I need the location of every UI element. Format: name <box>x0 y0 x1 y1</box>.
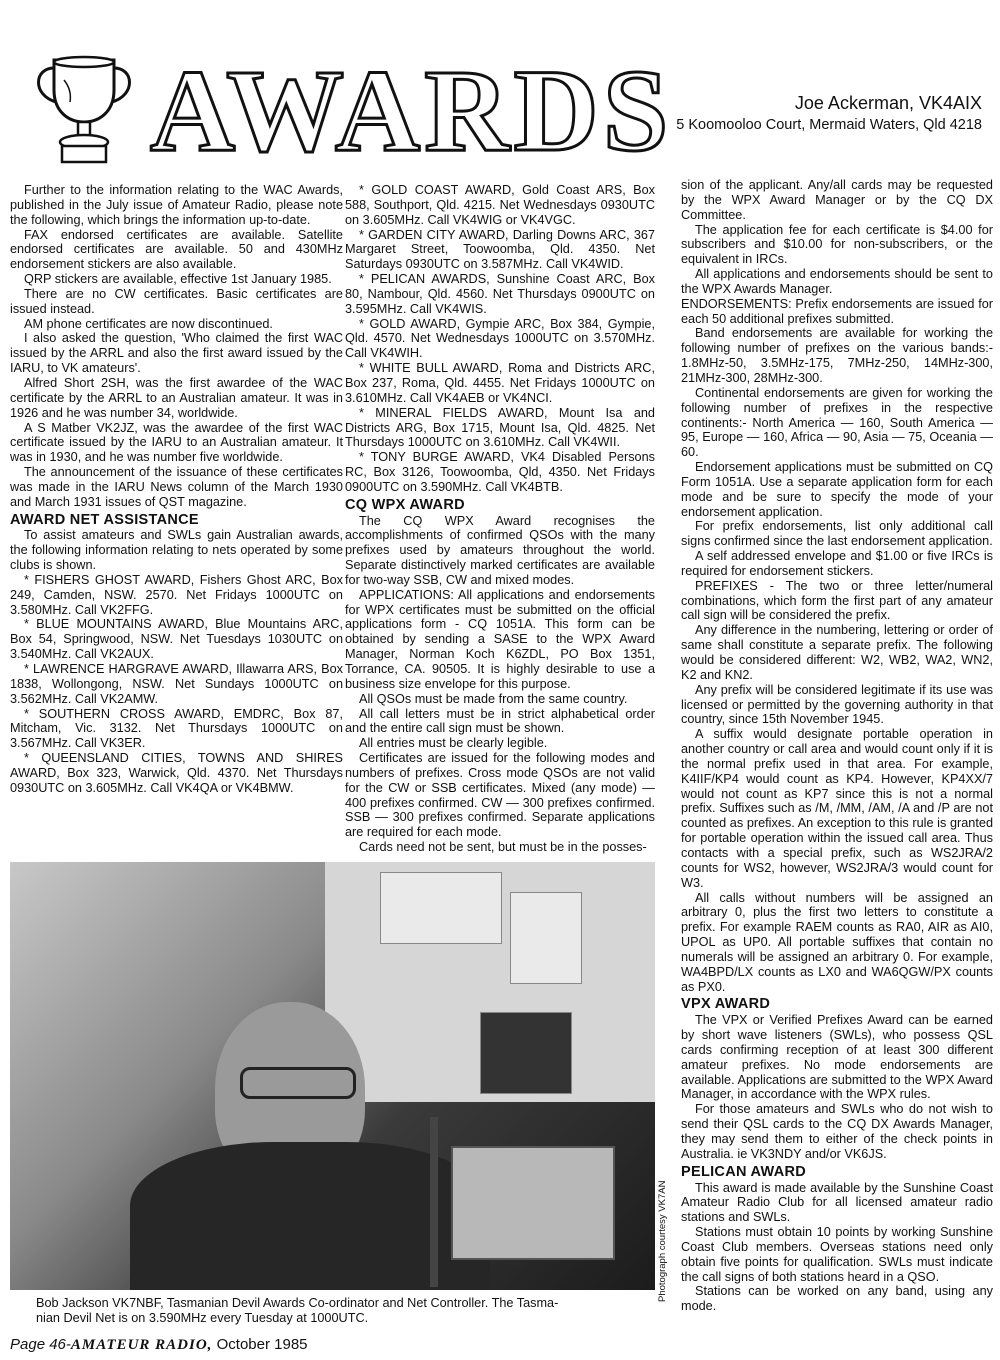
page-footer <box>10 1336 308 1354</box>
paragraph: A S Matber VK2JZ, was the awardee of the first WAC certificate issued by the IARU to an Australian amateur. It was in 1930, and he was number five worldwide. <box>10 420 343 465</box>
paragraph: A self addressed envelope and $1.00 or five IRCs is required for endorsement stickers. <box>681 549 993 578</box>
paragraph: * QUEENSLAND CITIES, TOWNS AND SHIRES AWARD, Box 323, Warwick, Qld. 4370. Net Thursdays 0930UTC on 3.605MHz. Call VK4QA or VK4BMW. <box>10 751 343 795</box>
paragraph: The CQ WPX Award recognises the accomplishments of confirmed QSOs with the many prefixes used by amateurs throughout the world. Separate distinctively marked certificates are available for two-way SSB, CW and mixed modes. <box>345 513 655 587</box>
paragraph: AM phone certificates are now discontinued. <box>24 316 273 331</box>
paragraph: All applications and endorsements should be sent to the WPX Awards Manager. <box>681 267 993 296</box>
page-title: AWARDS <box>150 45 673 176</box>
section-heading-vpx: VPX AWARD <box>681 996 771 1013</box>
page-number: Page 46- <box>10 1336 71 1353</box>
photo-panel <box>480 1012 572 1094</box>
paragraph: * TONY BURGE AWARD, VK4 Disabled Persons RC, Box 3126, Toowoomba, Qld, 4350. Net Fridays 0900UTC on 3.590MHz. Call VK4BTB. <box>345 450 655 494</box>
paragraph: Continental endorsements are given for working the following number of prefixes in the respective continents:- North America — 160, South America — 95, Europe — 160, Africa — 90, Asia — 75, Oceania — 60. <box>681 385 993 460</box>
paragraph: * FISHERS GHOST AWARD, Fishers Ghost ARC, Box 249, Camden, NSW. 2570. Net Fridays 1000UTC on 3.580MHz. Call VK2FFG. <box>10 572 343 617</box>
paragraph: * MINERAL FIELDS AWARD, Mount Isa and Districts ARG, Box 1715, Mount Isa, Qld. 4825. Net Thursdays 1000UTC on 3.610MHz. Call VK4WII. <box>345 405 655 450</box>
paragraph: To assist amateurs and SWLs gain Australian awards, the following information relating to nets operated by some clubs is shown. <box>10 528 343 573</box>
section-heading-net-assistance: AWARD NET ASSISTANCE <box>10 511 199 528</box>
paragraph: Further to the information relating to the WAC Awards, published in the July issue of Amateur Radio, please note the following, which brings the information up-to-date. <box>10 183 343 227</box>
paragraph: * LAWRENCE HARGRAVE AWARD, Illawarra ARS, Box 1838, Wollongong, NSW. Net Sundays 1000UTC on 3.562MHz. Call VK2AMW. <box>10 662 343 706</box>
paragraph: * SOUTHERN CROSS AWARD, EMDRC, Box 87, Mitcham, Vic. 3132. Net Thursdays 1000UTC on 3.567MHz. Call VK3ER. <box>10 706 343 751</box>
section-heading-cq-wpx: CQ WPX AWARD <box>345 496 465 513</box>
photo-poster <box>380 872 502 944</box>
photo-caption <box>36 1296 654 1326</box>
paragraph: The announcement of the issuance of these certificates was made in the IARU News column of the March 1930 and March 1931 issues of QST magazine. <box>10 465 343 509</box>
photo-microphone <box>430 1117 438 1287</box>
paragraph: I also asked the question, 'Who claimed the first WAC issued by the ARRL and also the first award issued by the IARU, to VK amateurs'. <box>10 331 343 376</box>
paragraph: sion of the applicant. Any/all cards may be requested by the WPX Award Manager or by the CQ DX Committee. <box>681 178 993 222</box>
paragraph: For those amateurs and SWLs who do not wish to send their QSL cards to the CQ DX Awards Manager, they may send them to either of the check points in Australia. ie VK3NDY and/or VK6JS. <box>681 1102 993 1161</box>
paragraph: All QSOs must be made from the same country. <box>359 691 628 706</box>
paragraph: Stations can be worked on any band, using any mode. <box>681 1284 993 1314</box>
caption-line: Bob Jackson VK7NBF, Tasmanian Devil Awards Co-ordinator and Net Controller. The Tasma- <box>36 1296 559 1310</box>
photo-credit <box>657 1132 673 1302</box>
section-heading-pelican: PELICAN AWARD <box>681 1163 807 1180</box>
column-2 <box>345 183 655 855</box>
paragraph: * WHITE BULL AWARD, Roma and Districts ARC, Box 237, Roma, Qld. 4455. Net Fridays 1000UTC on 3.610MHz. Call VK4AEB or VK4NCI. <box>345 361 655 405</box>
paragraph: There are no CW certificates. Basic certificates are issued instead. <box>10 286 343 316</box>
paragraph: APPLICATIONS: All applications and endorsements for WPX certificates must be submitted on the official applications form - CQ 1051A. This form can be obtained by sending a SASE to the WPX Award Manager, Norman Koch K6ZDL, PO Box 1351, Torrance, CA. 90505. It is highly desirable to use a business size envelope for this purpose. <box>345 587 655 691</box>
publication-name: AMATEUR RADIO, <box>70 1337 213 1353</box>
paragraph: All call letters must be in strict alphabetical order and the entire call sign must be shown. <box>345 706 655 736</box>
paragraph: A suffix would designate portable operation in another country or call area and would count only if it is the normal prefix used in that area. For example, K4IIF/KP4 would count as KP4. However, KP4XX/7 would not count as KP7 since this is not a normal prefix. Suffixes such as /M, /MM, /AM, /A and /P are not counted as prefixes. An exception to this rule is granted for portable operation within the issued call area. Thus contacts with a special prefix, such as WS2JRA/2 counts for WS2, however, WS2JRA/3 would count for W3. <box>681 727 993 890</box>
photo-poster <box>510 892 582 984</box>
paragraph: This award is made available by the Sunshine Coast Amateur Radio Club for all licensed amateur radio stations and SWLs. <box>681 1180 993 1225</box>
paragraph: All calls without numbers will be assigned an arbitrary 0, plus the first two letters to constitute a prefix. For example RAEM counts as RA0, AIR as AI0, UPOL as UP0. All portable suffixes that contain no numerals will be assigned an arbitrary 0. For example, WA4BPD/LX counts as LX0 and WA6QGW/PX counts as PX0. <box>681 890 993 994</box>
paragraph: * GARDEN CITY AWARD, Darling Downs ARC, 367 Margaret Street, Toowoomba, Qld. 4350. Net Saturdays 0930UTC on 3.587MHz. Call VK4WID. <box>345 227 655 272</box>
paragraph: PREFIXES - The two or three letter/numeral combinations, which form the first part of any amateur call sign will be considered the prefix. <box>681 578 993 623</box>
column-1 <box>10 183 343 796</box>
paragraph: ENDORSEMENTS: Prefix endorsements are issued for each 50 additional prefixes submitted. <box>681 296 993 326</box>
paragraph: Cards need not be sent, but must be in the posses- <box>359 840 647 855</box>
paragraph: The application fee for each certificate is $4.00 for subscribers and $10.00 for non-subscribers, or the equivalent in IRCs. <box>681 222 993 267</box>
paragraph: All entries must be clearly legible. <box>359 736 548 751</box>
paragraph: Endorsement applications must be submitted on CQ Form 1051A. Use a separate application form for each mode and be sure to specify the mode of your endorsement application. <box>681 460 993 519</box>
paragraph: Band endorsements are available for working the following number of prefixes on the various bands:- 1.8MHz-50, 3.5MHz-175, 7MHz-250, 14MHz-300, 21MHz-300, 28MHz-300. <box>681 326 993 385</box>
author-block <box>676 92 982 136</box>
column-3 <box>681 178 993 1314</box>
paragraph: FAX endorsed certificates are available. Satellite endorsed certificates are available. 50 and 430MHz endorsement stickers are also available. <box>10 227 343 272</box>
paragraph: Stations must obtain 10 points by working Sunshine Coast Club members. Overseas stations need only obtain five points for qualification. SWLs must indicate the call signs of both stations heard in a QSO. <box>681 1225 993 1284</box>
page-header <box>0 0 1000 180</box>
caption-line: nian Devil Net is on 3.590MHz every Tuesday at 1000UTC. <box>36 1311 369 1325</box>
trophy-icon <box>24 50 144 170</box>
photo-glasses <box>240 1067 356 1099</box>
photograph <box>10 862 655 1290</box>
issue-date: October 1985 <box>216 1336 308 1353</box>
photo-radio <box>451 1146 615 1260</box>
paragraph: Any difference in the numbering, lettering or order of same shall constitute a separate prefix. The following would be considered different: W2, WB2, WA2, WN2, K2 and KN2. <box>681 623 993 682</box>
paragraph: The VPX or Verified Prefixes Award can be earned by short wave listeners (SWLs), who possess QSL cards confirming reception of at least 300 different amateur prefixes. No mode endorsements are available. Applications are submitted to the WPX Award Manager, in accordance with the WPX rules. <box>681 1013 993 1102</box>
paragraph: Alfred Short 2SH, was the first awardee of the WAC certificate by the ARRL to an Australian amateur. It was in 1926 and he was number 34, worldwide. <box>10 375 343 420</box>
paragraph: QRP stickers are available, effective 1st January 1985. <box>24 272 332 287</box>
paragraph: * GOLD AWARD, Gympie ARC, Box 384, Gympie, Qld. 4570. Net Wednesdays 1000UTC on 3.570MHz. Call VK4WIH. <box>345 316 655 361</box>
paragraph: Any prefix will be considered legitimate if its use was licensed or permitted by the governing authority in that country, since 15th November 1945. <box>681 682 993 727</box>
photo-credit-text: Photograph courtesy VK7AN <box>657 1180 668 1302</box>
author-name: Joe Ackerman, VK4AIX <box>794 93 982 113</box>
paragraph: * BLUE MOUNTAINS AWARD, Blue Mountains ARC, Box 54, Springwood, NSW. Net Tuesdays 1030UTC on 3.540MHz. Call VK2AUX. <box>10 617 343 662</box>
author-address: 5 Koomooloo Court, Mermaid Waters, Qld 4218 <box>676 117 982 133</box>
paragraph: * PELICAN AWARDS, Sunshine Coast ARC, Box 80, Nambour, Qld. 4560. Net Thursdays 0900UTC on 3.595MHz. Call VK4WIS. <box>345 272 655 316</box>
paragraph: * GOLD COAST AWARD, Gold Coast ARS, Box 588, Southport, Qld. 4215. Net Wednesdays 0930UTC on 3.605MHz. Call VK4WIG or VK4VGC. <box>345 183 655 227</box>
paragraph: Certificates are issued for the following modes and numbers of prefixes. Cross mode QSOs are not valid for the CW or SSB certificates. Mixed (any mode) — 400 prefixes confirmed. CW — 300 prefixes confirmed. SSB — 300 prefixes confirmed. Separate applications are required for each mode. <box>345 751 655 840</box>
paragraph: For prefix endorsements, list only additional call signs confirmed since the last endorsement application. <box>681 519 993 549</box>
